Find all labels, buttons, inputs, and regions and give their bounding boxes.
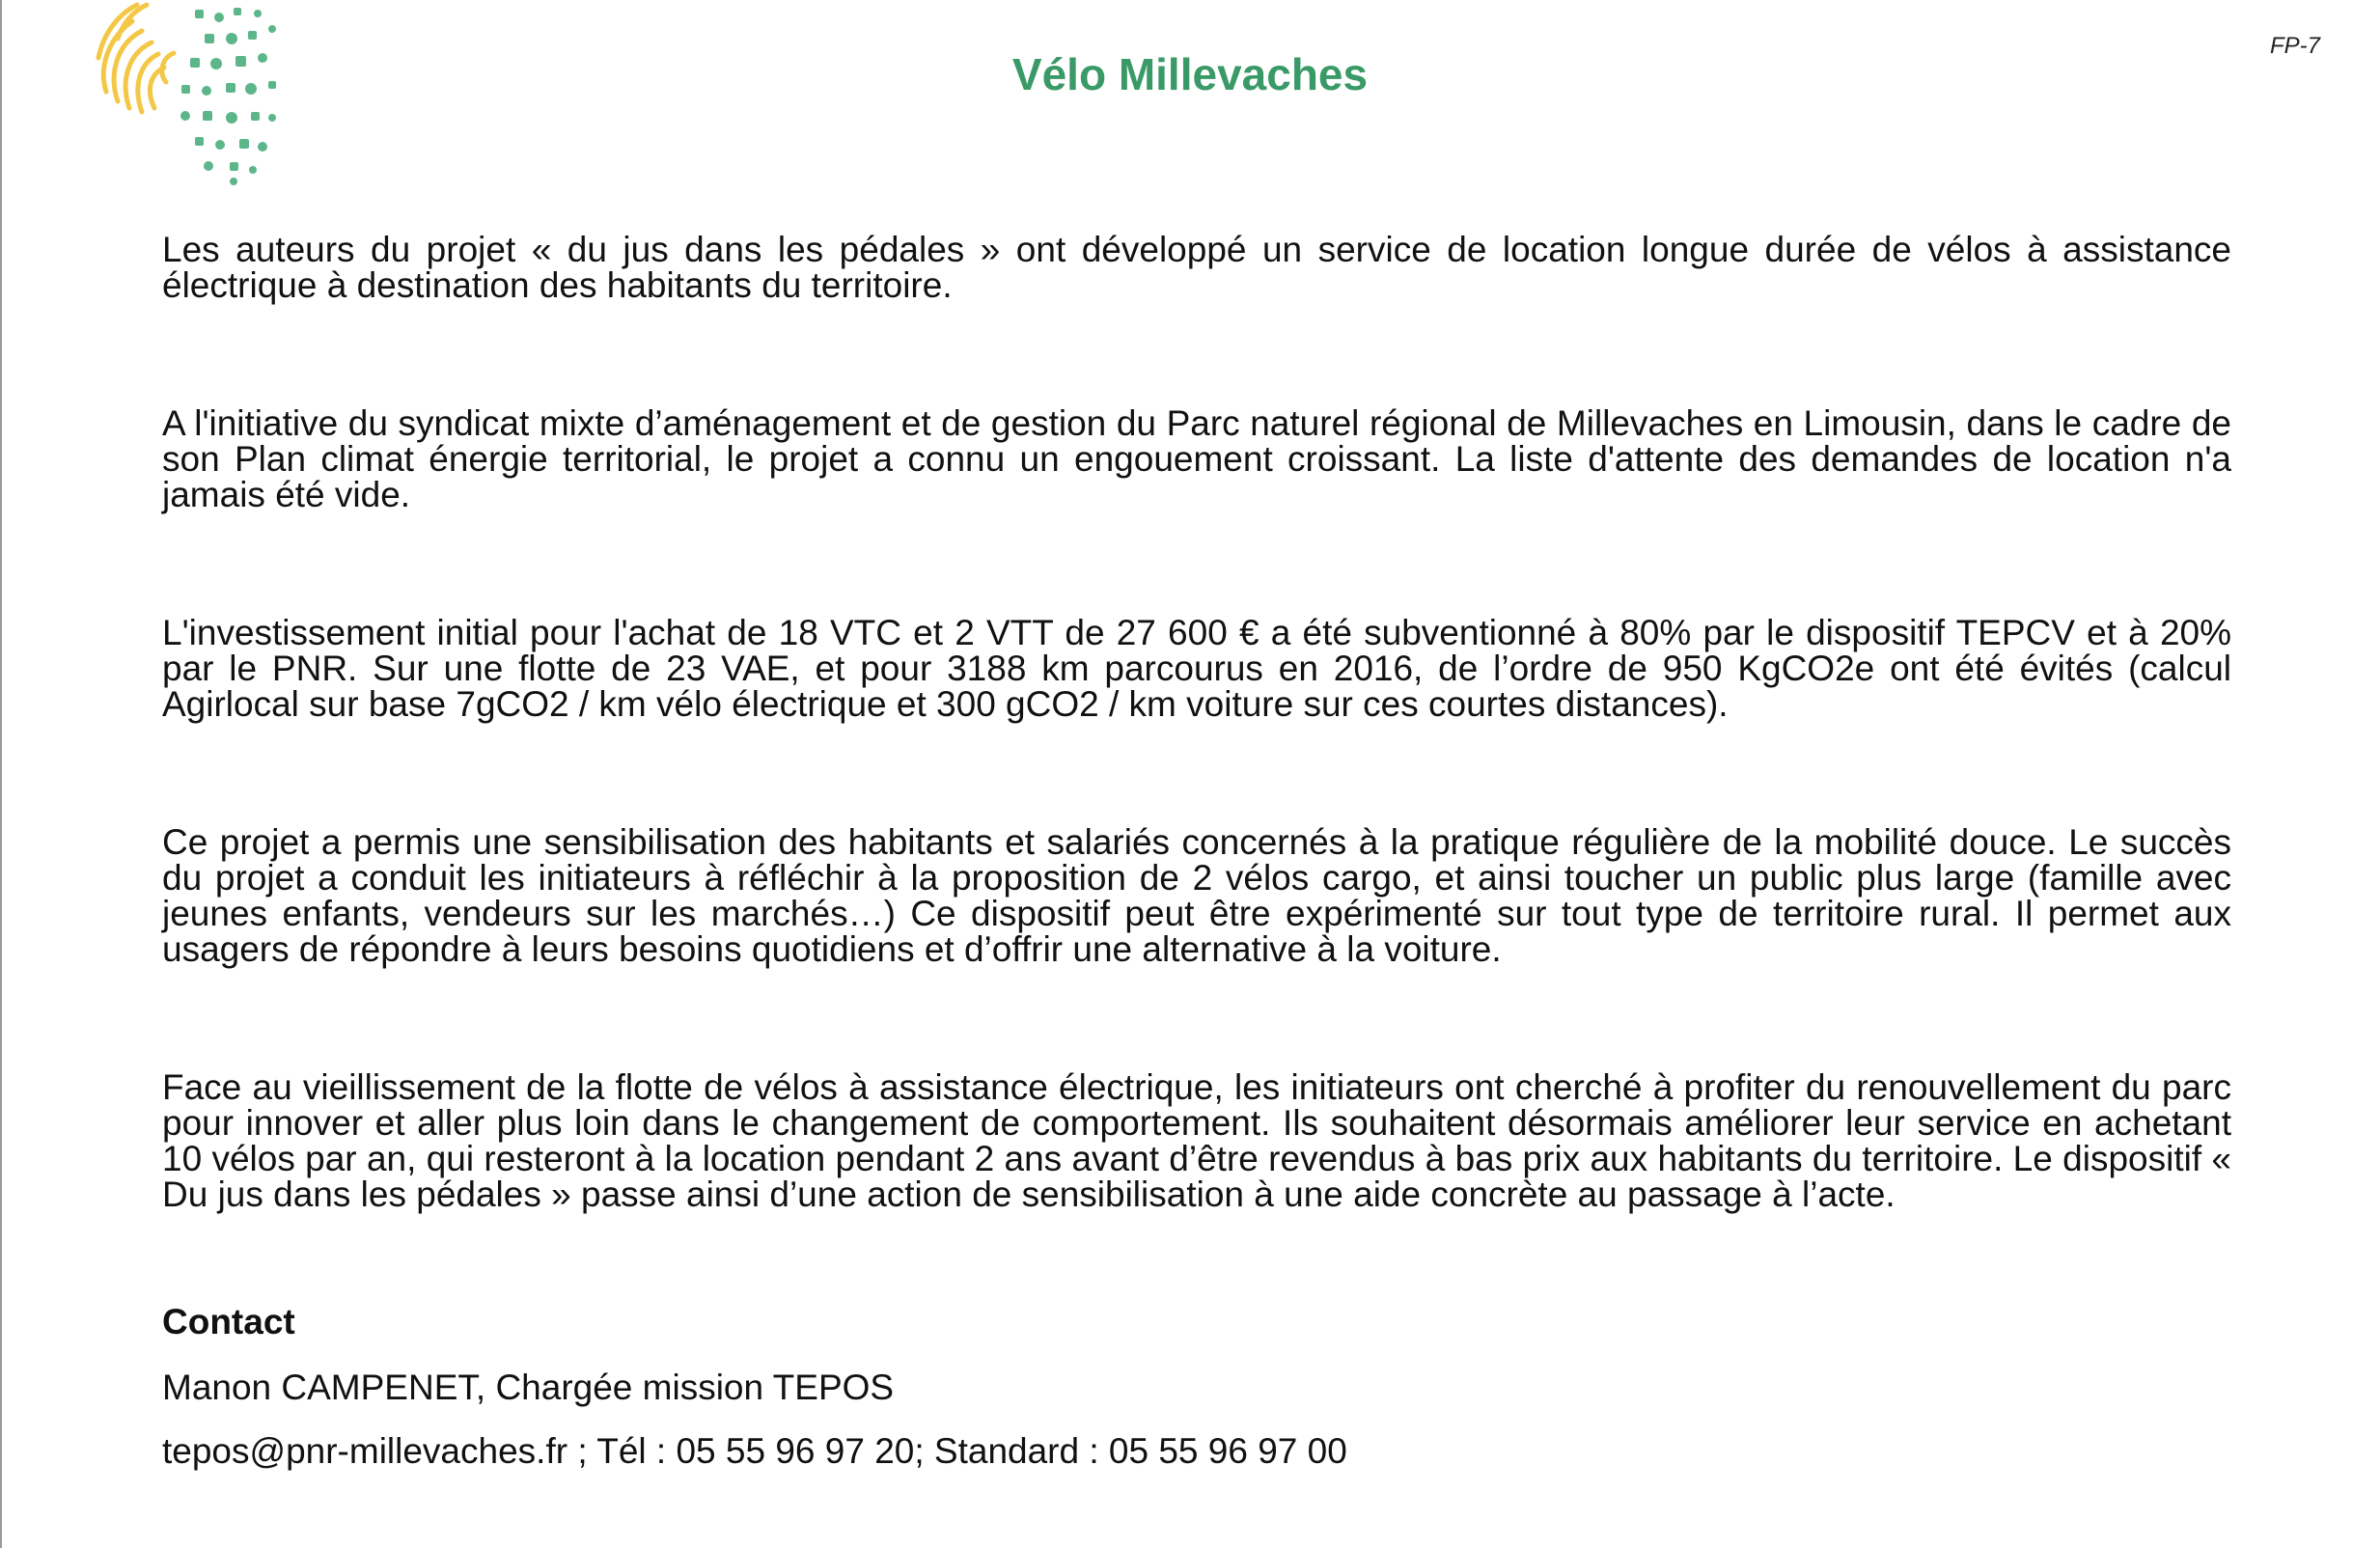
contact-heading: Contact	[162, 1302, 295, 1341]
paragraph-intro: Les auteurs du projet « du jus dans les pédales » ont développé un service de location longue durée de vélos à assistance électrique à destination des habitants du territoire.	[162, 230, 2231, 305]
contact-person: Manon CAMPENET, Chargée mission TEPOS	[162, 1368, 895, 1407]
body-text	[162, 232, 2231, 1212]
contact-section	[162, 1301, 2231, 1494]
page-title: Vélo Millevaches	[1011, 49, 1369, 99]
paragraph-renewal: Face au vieillissement de la flotte de vélos à assistance électrique, les initiateurs ont cherché à profiter du renouvellement du parc pour innover et aller plus loin dans le changement de comportement. Ils souhaitent désormais améliorer leur service en achetant 10 vélos par an, qui resteront à la location pendant 2 ans avant d’être revendus à bas prix aux habitants du territoire. Le dispositif « Du jus dans les pédales » passe ainsi d’une action de sensibilisation à une aide concrète au passage à l’acte.	[162, 1067, 2231, 1214]
paragraph-awareness: Ce projet a permis une sensibilisation des habitants et salariés concernés à la pratique régulière de la mobilité douce. Le succès du projet a conduit les initiateurs à réfléchir à la proposition de 2 vélos cargo, et ainsi toucher un public plus large (famille avec jeunes enfants, vendeurs sur les marchés…) Ce dispositif peut être expérimenté sur tout type de territoire rural. Il permet aux usagers de répondre à leurs besoins quotidiens et d’offrir une alternative à la voiture.	[162, 822, 2231, 969]
page-left-border	[0, 0, 2, 1548]
paragraph-initiative: A l'initiative du syndicat mixte d’aménagement et de gestion du Parc naturel régional de Millevaches en Limousin, dans le cadre de son Plan climat énergie territorial, le projet a connu un engouement croissant. La liste d'attente des demandes de location n'a jamais été vide.	[162, 403, 2231, 514]
contact-details: tepos@pnr-millevaches.fr ; Tél : 05 55 96 97 20; Standard : 05 55 96 97 00	[162, 1431, 1347, 1471]
paragraph-investment: L'investissement initial pour l'achat de 18 VTC et 2 VTT de 27 600 € a été subventionné à 80% par le dispositif TEPCV et à 20% par le PNR. Sur une flotte de 23 VAE, et pour 3188 km parcourus en 2016, de l’ordre de 950 KgCO2e ont été évités (calcul Agirlocal sur base 7gCO2 / km vélo électrique et 300 gCO2 / km voiture sur ces courtes distances).	[162, 613, 2231, 724]
page-reference: FP-7	[2269, 33, 2320, 59]
